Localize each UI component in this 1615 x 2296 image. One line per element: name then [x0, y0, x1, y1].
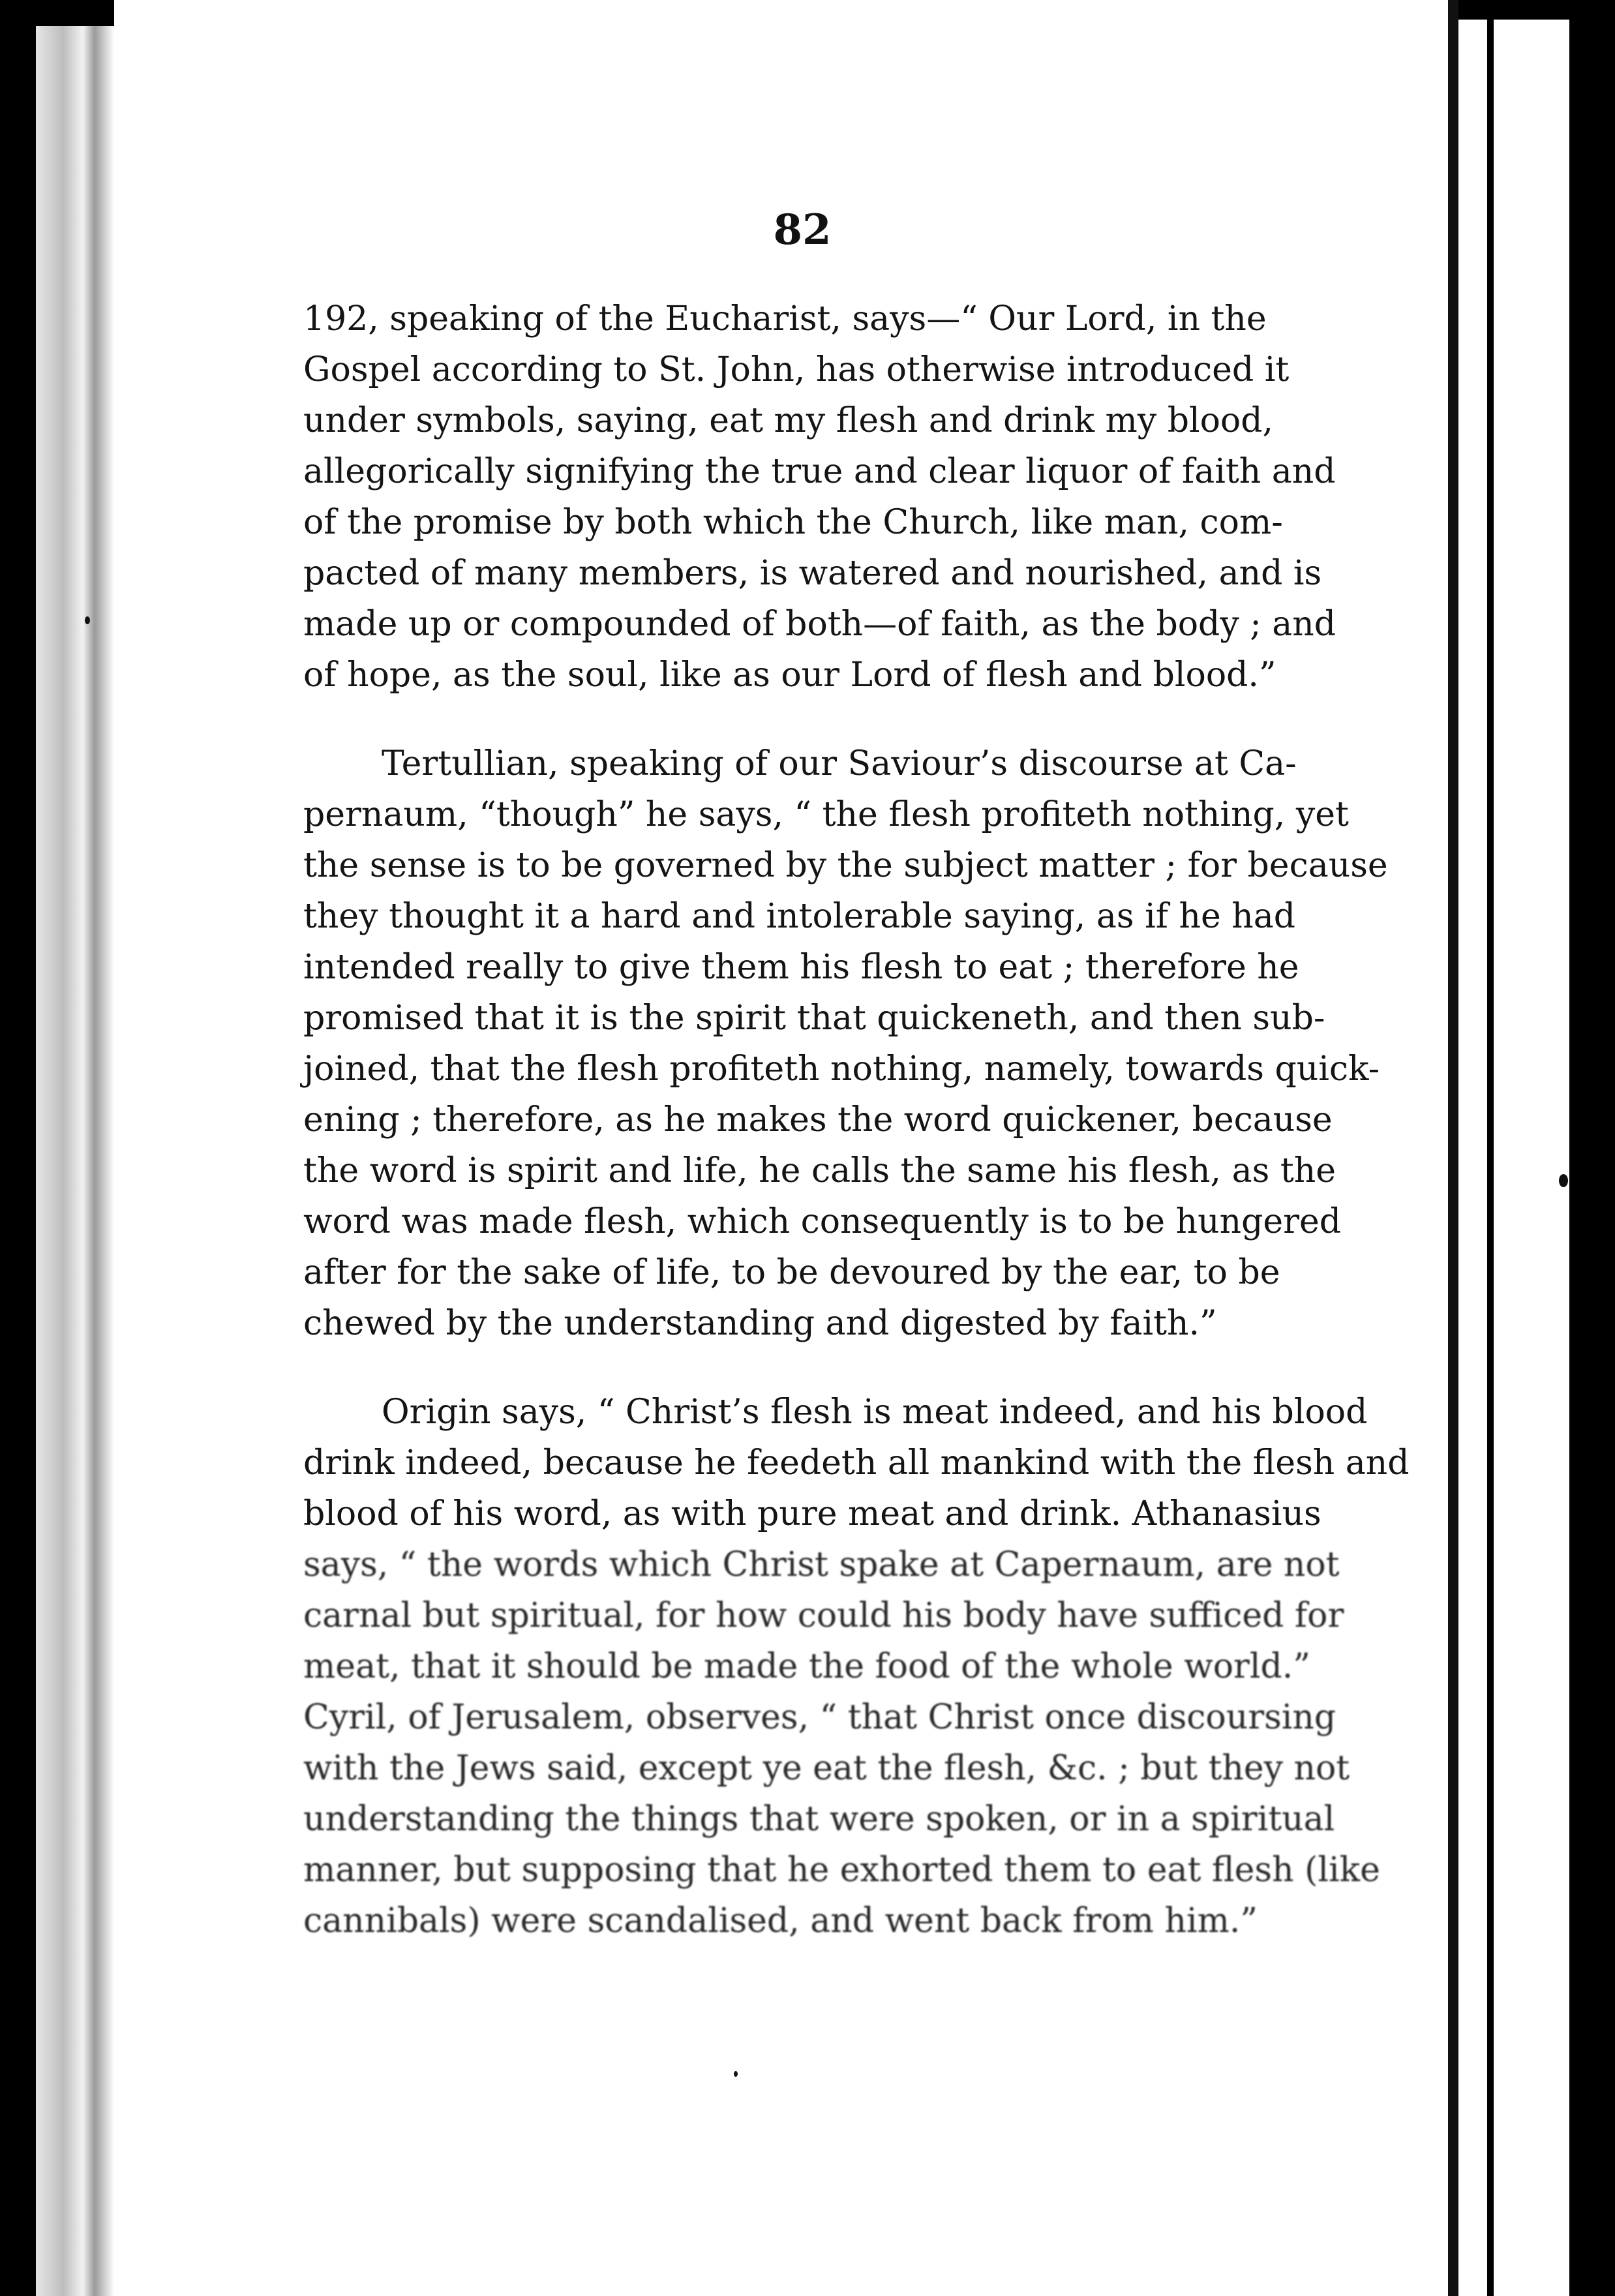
text-line: Tertullian, speaking of our Saviour’s discourse at Ca-: [382, 744, 1297, 783]
text-line: cannibals) were scandalised, and went back from him.”: [303, 1901, 1258, 1941]
text-line: manner, but supposing that he exhorted them to eat flesh (like: [303, 1850, 1380, 1890]
facing-page-edge: [1458, 20, 1569, 2296]
text-line: pacted of many members, is watered and nourished, and is: [303, 554, 1322, 593]
text-line: understanding the things that were spoken, or in a spiritual: [303, 1800, 1335, 1839]
text-line: pernaum, “though” he says, “ the flesh profiteth nothing, yet: [303, 795, 1349, 834]
text-line: blood of his word, as with pure meat and drink. Athanasius: [303, 1494, 1321, 1533]
text-line: Origin says, “ Christ’s flesh is meat indeed, and his blood: [382, 1393, 1368, 1432]
text-line: of the promise by both which the Church, like man, com-: [303, 503, 1283, 542]
text-line: allegorically signifying the true and clear liquor of faith and: [303, 452, 1336, 491]
paragraph: [303, 738, 1388, 1349]
text-line: 192, speaking of the Eucharist, says—“ Our Lord, in the: [303, 299, 1267, 339]
text-line: says, “ the words which Christ spake at Capernaum, are not: [303, 1545, 1340, 1584]
text-line: the word is spirit and life, he calls the same his flesh, as the: [303, 1151, 1336, 1190]
text-line: promised that it is the spirit that quickeneth, and then sub-: [303, 999, 1325, 1038]
text-line: carnal but spiritual, for how could his body have sufficed for: [303, 1596, 1344, 1635]
book-binding-edge: [36, 26, 114, 2296]
paragraph: [303, 1387, 1410, 1946]
body-text: [303, 294, 1410, 1946]
paragraph-gap: [303, 701, 1360, 738]
scan-speck: [1559, 1174, 1568, 1187]
paragraph-gap: [303, 1349, 1360, 1387]
text-line: made up or compounded of both—of faith, as the body ; and: [303, 605, 1336, 644]
scan-speck: [85, 616, 90, 624]
text-line: ening ; therefore, as he makes the word quickener, because: [303, 1100, 1333, 1140]
text-line: the sense is to be governed by the subject matter ; for because: [303, 846, 1388, 885]
text-line: intended really to give them his flesh to eat ; therefore he: [303, 948, 1299, 987]
text-line: meat, that it should be made the food of the whole world.”: [303, 1647, 1310, 1686]
text-line: word was made flesh, which consequently is to be hungered: [303, 1202, 1342, 1241]
text-line: drink indeed, because he feedeth all mankind with the flesh and: [303, 1443, 1410, 1483]
text-line: joined, that the flesh profiteth nothing, namely, towards quick-: [303, 1050, 1380, 1089]
text-line: with the Jews said, except ye eat the flesh, &c. ; but they not: [303, 1749, 1350, 1788]
text-line: Cyril, of Jerusalem, observes, “ that Christ once discoursing: [303, 1698, 1336, 1737]
text-line: chewed by the understanding and digested by faith.”: [303, 1304, 1217, 1343]
text-line: under symbols, saying, eat my flesh and drink my blood,: [303, 401, 1274, 440]
page-gutter: [1448, 0, 1458, 2296]
text-line: Gospel according to St. John, has otherwise introduced it: [303, 350, 1290, 389]
text-line: of hope, as the soul, like as our Lord of flesh and blood.”: [303, 656, 1276, 695]
facing-page-rule: [1487, 20, 1494, 2296]
page-number: 82: [773, 205, 832, 254]
scan-speck: [734, 2071, 738, 2077]
text-line: they thought it a hard and intolerable saying, as if he had: [303, 897, 1296, 936]
text-line: after for the sake of life, to be devoured by the ear, to be: [303, 1253, 1280, 1292]
paragraph: [303, 294, 1360, 701]
